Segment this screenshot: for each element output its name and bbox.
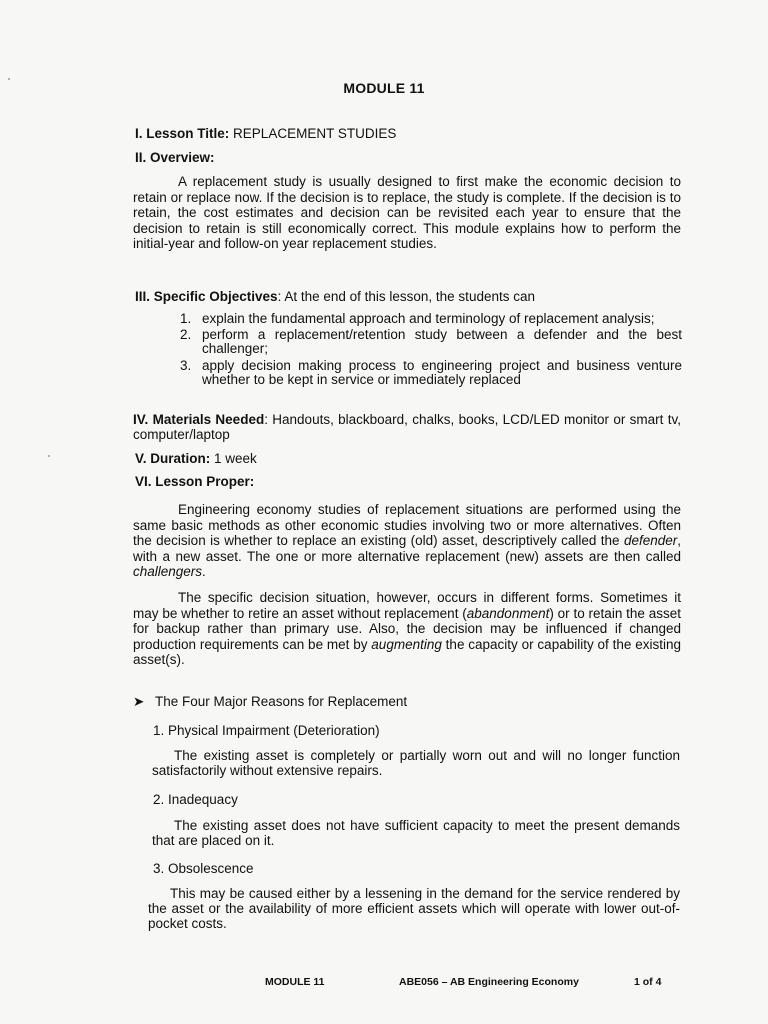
objectives-intro: At the end of this lesson, the students can <box>284 289 535 304</box>
materials-line: IV. Materials Needed: Handouts, blackboard, chalks, books, LCD/LED monitor or smart tv, computer/laptop <box>133 412 681 442</box>
reason-text: This may be caused either by a lessening in the demand for the service rendered by the asset or the availability of more efficient assets which will operate with lower out-of-pocket costs. <box>148 886 680 931</box>
lesson-title-label: I. Lesson Title <box>135 126 225 141</box>
reason-title: 3. Obsolescence <box>153 861 254 876</box>
module-title: MODULE 11 <box>343 80 425 96</box>
lesson-paragraph-1: Engineering economy studies of replacement situations are performed using the same basic methods as other economic studies involving two or more alternatives. Often the decision is whether to replace an existing (old) asset, descriptively called the defender, with a new asset. The one or more alternative replacement (new) assets are then called challengers. <box>133 502 681 580</box>
objective-item: 1. explain the fundamental approach and terminology of replacement analysis; <box>180 311 655 326</box>
materials-text: Handouts, blackboard, chalks, books, LCD/LED monitor or smart tv, computer/laptop <box>133 412 681 442</box>
arrow-bullet-icon: ➤ <box>133 694 145 709</box>
footer-module: MODULE 11 <box>265 976 325 988</box>
reasons-heading: ➤ The Four Major Reasons for Replacement <box>133 694 408 709</box>
objective-item: 3. apply decision making process to engineering project and business venture whether to be kept in service or immediately replaced <box>180 357 682 387</box>
reason-title: 1. Physical Impairment (Deterioration) <box>153 723 380 738</box>
objectives-label: III. Specific Objectives <box>135 289 278 304</box>
reason-title: 2. Inadequacy <box>153 792 238 807</box>
lesson-title-line: I. Lesson Title: REPLACEMENT STUDIES <box>135 126 397 141</box>
lesson-proper-label: VI. Lesson Proper: <box>135 474 255 489</box>
reason-text: The existing asset does not have sufficient capacity to meet the present demands that are placed on it. <box>152 818 680 848</box>
lesson-title-value: REPLACEMENT STUDIES <box>233 126 397 141</box>
scan-speck <box>48 455 50 457</box>
duration-label: V. Duration <box>135 451 206 466</box>
objectives-heading: III. Specific Objectives: At the end of this lesson, the students can <box>135 289 535 304</box>
objectives-list <box>180 312 682 389</box>
overview-label: II. Overview: <box>135 150 215 165</box>
materials-label: IV. Materials Needed <box>133 412 265 427</box>
duration-line: V. Duration: 1 week <box>135 451 257 466</box>
reason-text: The existing asset is completely or partially worn out and will no longer function satisfactorily without extensive repairs. <box>152 748 680 778</box>
objective-item: 2. perform a replacement/retention study between a defender and the best challenger; <box>180 327 682 357</box>
overview-heading <box>135 150 215 165</box>
footer-page-number: 1 of 4 <box>634 976 662 988</box>
footer-course: ABE056 – AB Engineering Economy <box>399 976 579 988</box>
lesson-proper-heading <box>135 474 254 489</box>
duration-value: 1 week <box>214 451 257 466</box>
overview-paragraph: A replacement study is usually designed to first make the economic decision to retain or replace now. If the decision is to replace, the study is complete. If the decision is to retain, the cost estimates and decision can be revisited each year to ensure that the decision to retain is still economically correct. This module explains how to perform the initial-year and follow-on year replacement studies. <box>133 174 681 252</box>
lesson-paragraph-2: The specific decision situation, however, occurs in different forms. Sometimes it may be whether to retire an asset without replacement (abandonment) or to retain the asset for backup rather than primary use. Also, the decision may be influenced if changed production requirements can be met by augmenting the capacity or capability of the existing asset(s). <box>133 590 681 668</box>
